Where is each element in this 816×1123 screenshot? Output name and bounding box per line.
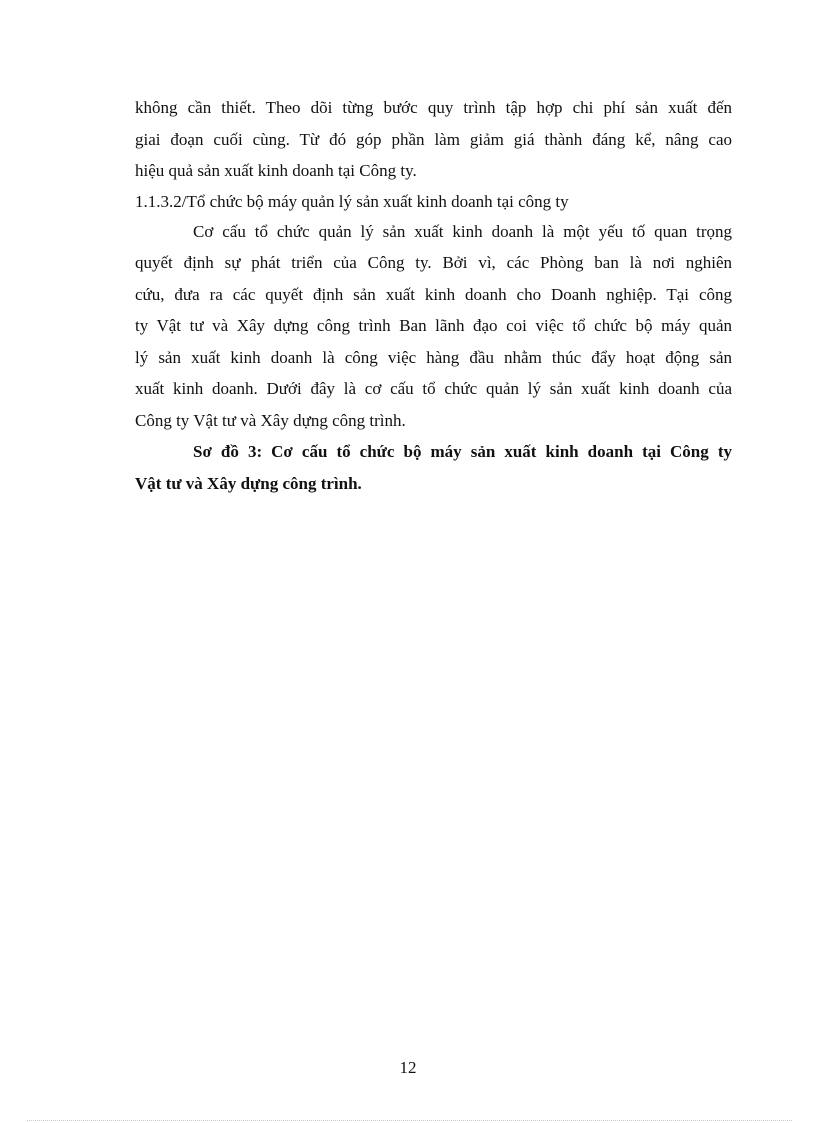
page-content [135,92,732,499]
paragraph-line: Công ty Vật tư và Xây dựng công trình. [135,410,406,430]
paragraph-line: cứu, đưa ra các quyết định sản xuất kinh doanh cho Doanh nghiệp. Tại công [135,284,732,304]
diagram-caption: Sơ đồ 3: Cơ cấu tổ chức bộ máy sản xuất kinh doanh tại Công ty [193,442,732,461]
paragraph-line: lý sản xuất kinh doanh là công việc hàng đầu nhằm thúc đẩy hoạt động sản [135,347,732,367]
body-text-line: giai đoạn cuối cùng. Từ đó góp phần làm giảm giá thành đáng kể, nâng cao [135,129,732,149]
paragraph-line: Cơ cấu tổ chức quản lý sản xuất kinh doanh là một yếu tố quan trọng [193,221,732,241]
body-text-line: hiệu quả sản xuất kinh doanh tại Công ty. [135,161,417,180]
body-text-line: không cần thiết. Theo dõi từng bước quy trình tập hợp chi phí sản xuất đến [135,98,732,117]
paragraph-line: quyết định sự phát triển của Công ty. Bởi vì, các Phòng ban là nơi nghiên [135,253,732,272]
section-heading: 1.1.3.2/Tổ chức bộ máy quản lý sản xuất kinh doanh tại công ty [135,191,569,211]
footer-divider [27,1120,792,1121]
page-number: 12 [399,1058,417,1077]
paragraph-line: xuất kinh doanh. Dưới đây là cơ cấu tổ chức quản lý sản xuất kinh doanh của [135,379,732,398]
diagram-caption: Vật tư và Xây dựng công trình. [135,473,362,493]
paragraph-line: ty Vật tư và Xây dựng công trình Ban lãnh đạo coi việc tổ chức bộ máy quản [135,316,732,335]
